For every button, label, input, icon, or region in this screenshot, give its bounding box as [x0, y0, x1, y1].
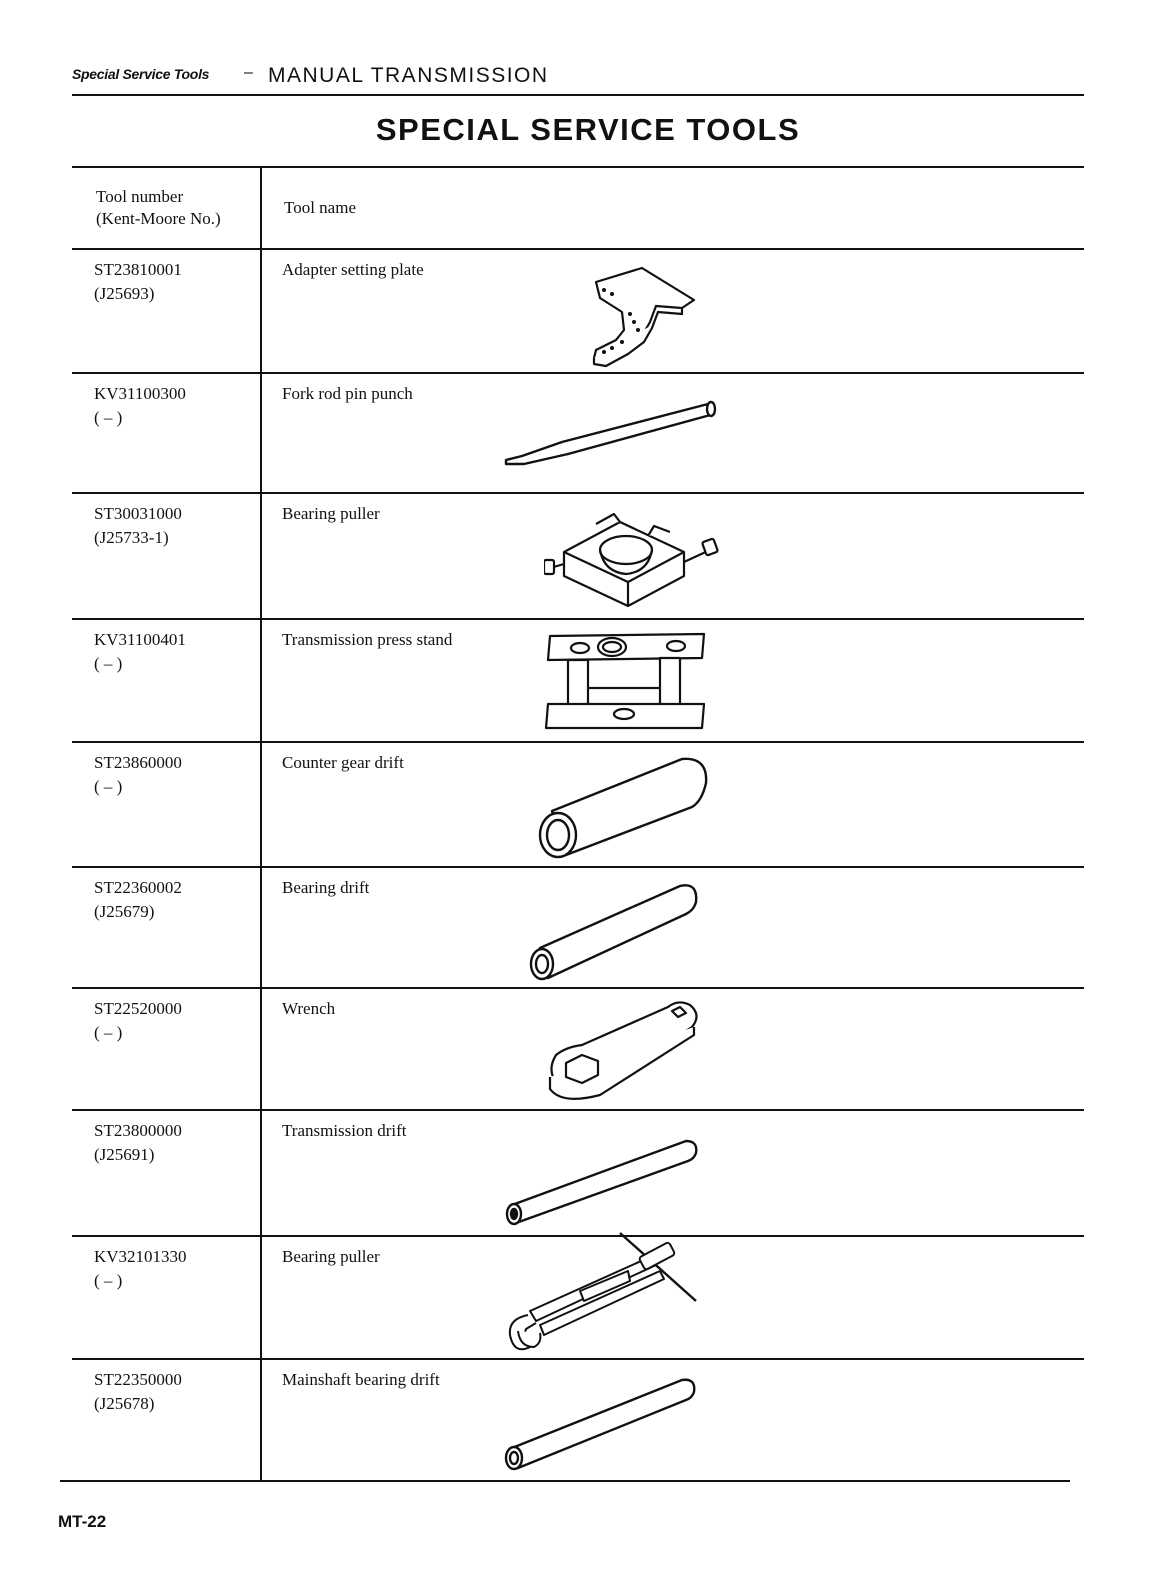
transmission-drift-icon	[502, 1135, 702, 1240]
table-bottom-rule	[60, 1480, 1070, 1482]
mainshaft-bearing-drift-icon	[502, 1374, 702, 1479]
kent-moore-number: (J25691)	[94, 1145, 155, 1164]
col-header-tool-name: Tool name	[284, 198, 356, 217]
page-title-text: SPECIAL SERVICE TOOLS	[375, 112, 801, 147]
press-stand-icon	[542, 628, 712, 743]
tool-number-cell	[94, 1119, 182, 1167]
tool-name: Mainshaft bearing drift	[282, 1370, 440, 1389]
kent-moore-number: ( – )	[94, 777, 123, 796]
section-label: Special Service Tools	[72, 66, 210, 82]
adapter-setting-plate-icon	[582, 260, 702, 375]
table-row-rule	[72, 492, 1084, 494]
pin-punch-icon	[502, 398, 722, 473]
col-header-tool-number-line2: (Kent-Moore No.)	[96, 209, 221, 228]
bearing-puller-block-icon	[544, 502, 724, 617]
counter-gear-drift-icon	[532, 751, 712, 866]
tool-number: KV31100300	[94, 384, 186, 403]
tool-name: Counter gear drift	[282, 753, 404, 772]
bearing-puller-screw-icon	[500, 1231, 700, 1366]
tool-name: Wrench	[282, 999, 336, 1018]
kent-moore-number: (J25693)	[94, 284, 155, 303]
tool-number: ST23810001	[94, 260, 182, 279]
kent-moore-number: (J25678)	[94, 1394, 155, 1413]
tool-name: Transmission drift	[282, 1121, 407, 1140]
tool-number-cell	[94, 997, 182, 1045]
chapter-title: MANUAL TRANSMISSION	[268, 64, 549, 87]
table-top-rule	[72, 166, 1084, 168]
kent-moore-number: (J25733-1)	[94, 528, 169, 547]
tool-number: KV32101330	[94, 1247, 187, 1266]
tool-name: Fork rod pin punch	[282, 384, 413, 403]
tool-number-cell	[94, 502, 182, 550]
tools-table	[72, 166, 1084, 1480]
tool-number: ST22520000	[94, 999, 182, 1018]
page-header	[72, 60, 1084, 96]
tool-number-cell	[94, 382, 186, 430]
table-column-rule	[260, 166, 262, 1480]
wrench-icon	[542, 997, 702, 1112]
page-number: MT-22	[58, 1512, 107, 1531]
table-row-rule	[72, 248, 1084, 250]
tool-number: ST23860000	[94, 753, 182, 772]
tool-name: Bearing puller	[282, 504, 380, 523]
tool-number: ST30031000	[94, 504, 182, 523]
tool-number-cell	[94, 1368, 182, 1416]
col-header-tool-number-line1: Tool number	[96, 187, 184, 206]
tool-number-cell	[94, 258, 182, 306]
table-row-rule	[72, 866, 1084, 868]
kent-moore-number: ( – )	[94, 654, 123, 673]
tool-name: Adapter setting plate	[282, 260, 424, 279]
header-dash: –	[244, 64, 253, 81]
tool-number: ST22350000	[94, 1370, 182, 1389]
tool-number: ST22360002	[94, 878, 182, 897]
col-header-tool-number	[96, 186, 221, 230]
tool-number-cell	[94, 751, 182, 799]
tool-number: ST23800000	[94, 1121, 182, 1140]
page-title	[0, 112, 1166, 148]
table-row-rule	[72, 372, 1084, 374]
kent-moore-number: ( – )	[94, 408, 123, 427]
tool-name: Bearing puller	[282, 1247, 380, 1266]
kent-moore-number: ( – )	[94, 1023, 123, 1042]
tool-name: Bearing drift	[282, 878, 370, 897]
tool-number: KV31100401	[94, 630, 186, 649]
kent-moore-number: ( – )	[94, 1271, 123, 1290]
table-row-rule	[72, 618, 1084, 620]
bearing-drift-icon	[526, 876, 706, 991]
tool-name: Transmission press stand	[282, 630, 453, 649]
tool-number-cell	[94, 628, 186, 676]
tool-number-cell	[94, 876, 182, 924]
tool-number-cell	[94, 1245, 187, 1293]
kent-moore-number: (J25679)	[94, 902, 155, 921]
